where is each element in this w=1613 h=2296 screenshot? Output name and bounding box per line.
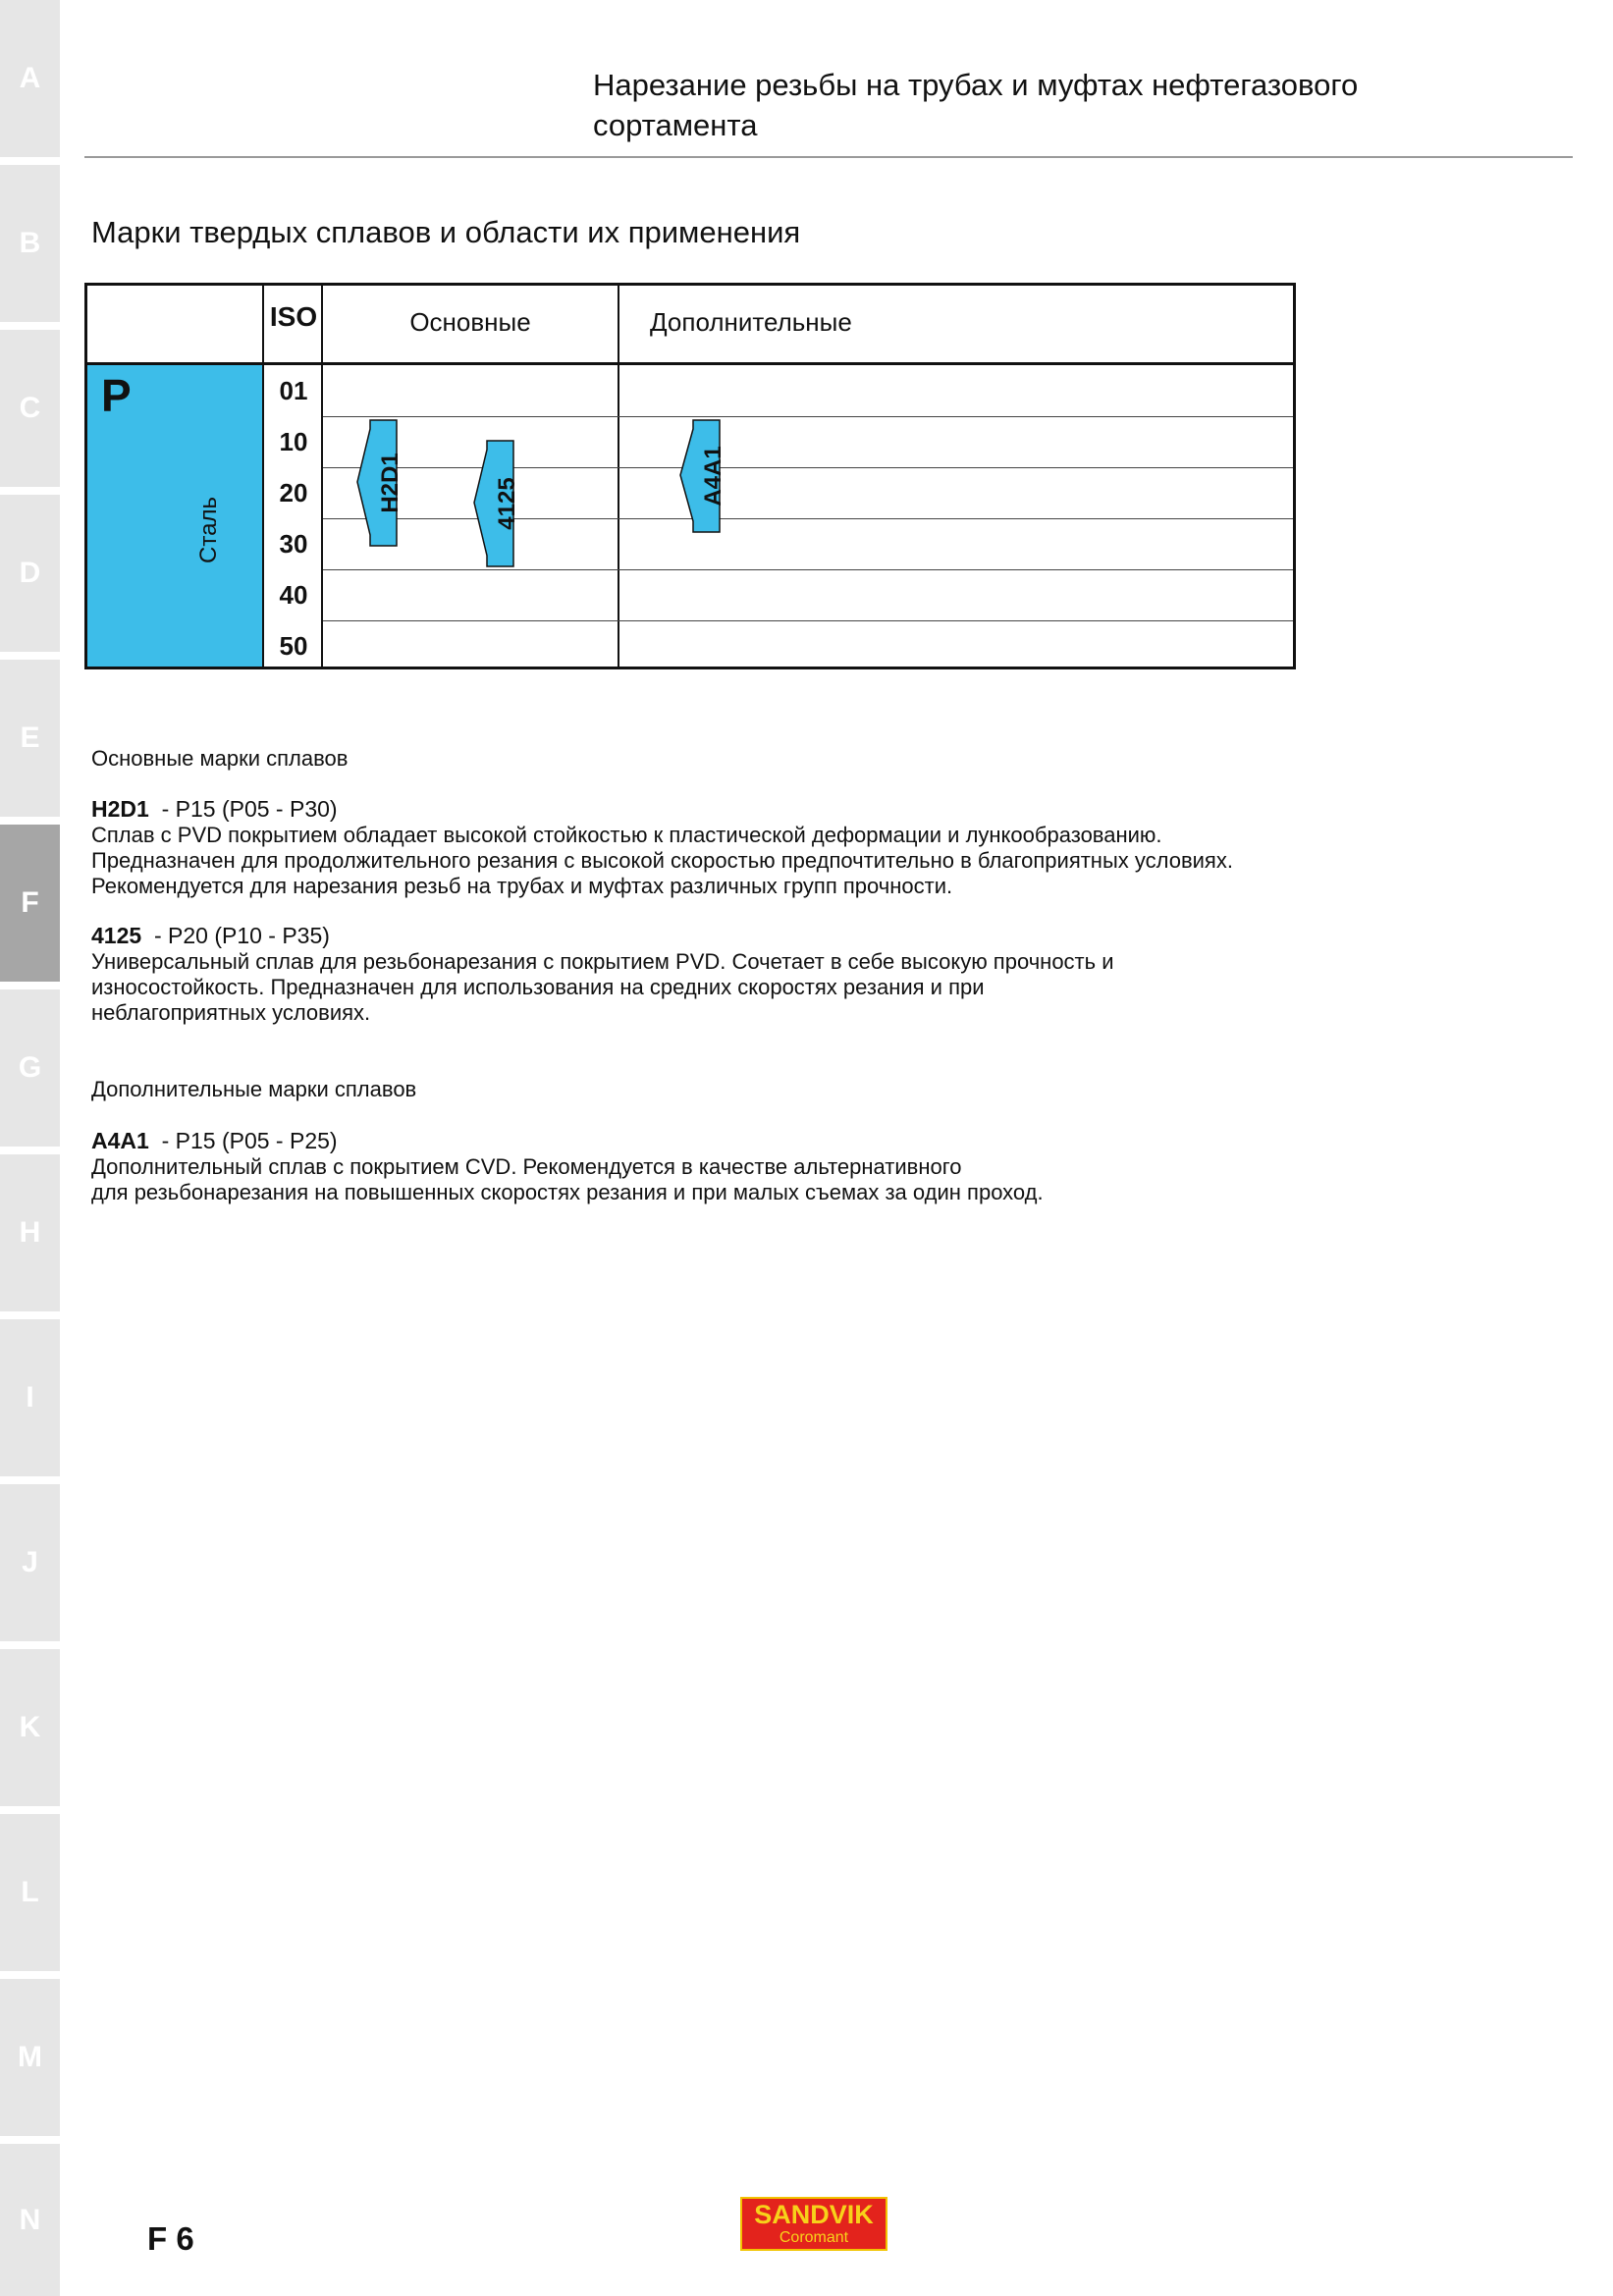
iso-value: 30 [279,529,308,559]
iso-value: 50 [279,631,308,661]
extra-grades-header: Дополнительные [650,307,852,337]
iso-value: 01 [279,376,308,405]
side-tab-bar [0,0,60,2296]
iso-value: 40 [279,580,308,610]
extra-grades-heading: Дополнительные марки сплавов [91,1077,417,1101]
grade-a4a1-title: A4A1 - P15 (P05 - P25) [91,1128,338,1153]
grade-label-h2d1: H2D1 [377,453,403,513]
side-tab-d[interactable]: D [0,495,60,652]
row-divider [323,620,1293,621]
section-title: Марки твердых сплавов и области их применения [91,215,801,249]
grade-table [84,283,1296,669]
grade-label-4125: 4125 [494,477,520,530]
grade-label-a4a1: A4A1 [700,446,726,507]
header-divider [84,156,1573,158]
main-grades-header: Основные [409,307,531,337]
side-tab-h[interactable]: H [0,1154,60,1311]
side-tab-a[interactable]: A [0,0,60,157]
group-cell-p [87,365,264,667]
iso-value: 10 [279,427,308,456]
row-divider [323,467,1293,468]
page-header-title: Нарезание резьбы на трубах и муфтах нефтегазового сортамента [593,68,1359,142]
side-tab-g[interactable]: G [0,989,60,1147]
grade-a4a1-description: Дополнительный сплав с покрытием CVD. Рекомендуется в качестве альтернативного для резьбонарезания на повышенных скоростях резания и при малых съемах за один проход. [91,1154,1044,1204]
grade-4125-title: 4125 - P20 (P10 - P35) [91,923,330,948]
side-tab-m[interactable]: M [0,1979,60,2136]
column-divider [618,286,619,667]
row-divider [323,416,1293,417]
side-tab-n[interactable]: N [0,2144,60,2296]
side-tab-e[interactable]: E [0,660,60,817]
iso-column-header: ISO [269,301,318,332]
side-tab-c[interactable]: C [0,330,60,487]
side-tab-j[interactable]: J [0,1484,60,1641]
iso-value: 20 [279,478,308,507]
side-tab-l[interactable]: L [0,1814,60,1971]
main-grades-heading: Основные марки сплавов [91,746,349,771]
group-name: Сталь [195,497,222,563]
group-letter: P [101,370,132,421]
page-number: F 6 [147,2220,194,2257]
row-divider [323,518,1293,519]
grade-h2d1-description: Сплав с PVD покрытием обладает высокой стойкостью к пластической деформации и лункообразованию. Предназначен для продолжительного резания с высокой скоростью предпочтительно в благоприятных условиях. Рекомендуется для нарезания резьб на трубах и муфтах различных групп прочности. [91,823,1233,898]
sandvik-coromant-logo: SANDVIK Coromant [740,2197,887,2251]
side-tab-b[interactable]: B [0,165,60,322]
side-tab-f[interactable]: F [0,825,60,982]
side-tab-i[interactable]: I [0,1319,60,1476]
header-row-divider [87,362,1293,365]
grade-4125-description: Универсальный сплав для резьбонарезания с покрытием PVD. Сочетает в себе высокую прочность и износостойкость. Предназначен для использования на средних скоростях резания и при неблагоприятных условиях. [91,949,1114,1025]
grade-h2d1-title: H2D1 - P15 (P05 - P30) [91,796,338,822]
side-tab-k[interactable]: K [0,1649,60,1806]
row-divider [323,569,1293,570]
